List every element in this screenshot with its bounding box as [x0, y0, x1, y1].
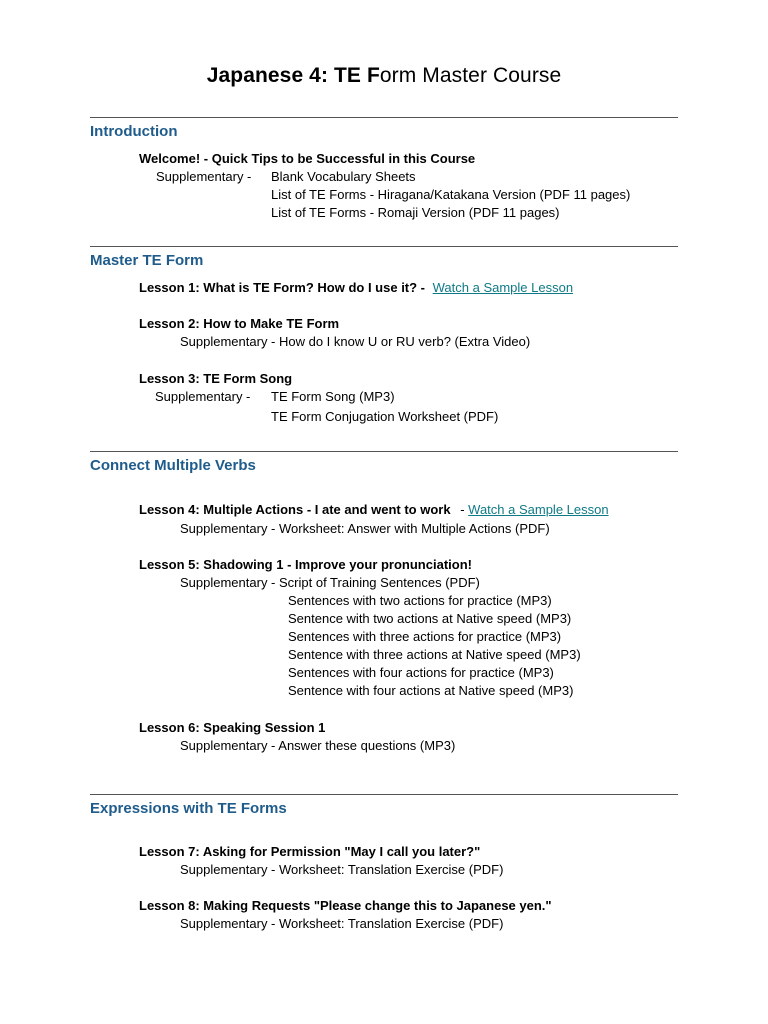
title-part-2: orm Master C: [379, 64, 509, 87]
supplementary-item: List of TE Forms - Romaji Version (PDF 11 pages): [271, 205, 560, 220]
title-part-3: ourse: [508, 64, 562, 87]
welcome-lesson: Welcome! - Quick Tips to be Successful in this Course: [139, 151, 476, 166]
lesson-4-supplementary: Supplementary - Worksheet: Answer with Multiple Actions (PDF): [180, 521, 550, 536]
lesson-6-supplementary: Supplementary - Answer these questions (MP3): [180, 738, 456, 753]
lesson-7-title: Lesson 7: Asking for Permission "May I call you later?": [139, 844, 481, 859]
watch-sample-lesson-link[interactable]: Watch a Sample Lesson: [468, 502, 609, 517]
supplementary-item: Sentence with two actions at Native speed (MP3): [288, 611, 572, 626]
lesson-3-title: Lesson 3: TE Form Song: [139, 371, 293, 386]
section-divider: [90, 117, 678, 118]
watch-sample-lesson-link[interactable]: Watch a Sample Lesson: [432, 280, 574, 295]
lesson-1-row: [139, 280, 573, 296]
lesson-5-supplementary: Supplementary - Script of Training Sentences (PDF): [180, 575, 480, 590]
section-divider: [90, 451, 678, 452]
supplementary-item: Blank Vocabulary Sheets: [271, 169, 416, 184]
section-heading-master-te-form: Master TE Form: [90, 252, 204, 269]
supplementary-item: List of TE Forms - Hiragana/Katakana Version (PDF 11 pages): [271, 187, 631, 202]
lesson-8-supplementary: Supplementary - Worksheet: Translation Exercise (PDF): [180, 916, 504, 931]
supplementary-item: Sentences with four actions for practice (MP3): [288, 665, 554, 680]
supplementary-item: Sentences with two actions for practice (MP3): [288, 593, 552, 608]
lesson-5-title: Lesson 5: Shadowing 1 - Improve your pronunciation!: [139, 557, 472, 572]
supplementary-item: Sentence with four actions at Native speed (MP3): [288, 683, 574, 698]
section-divider: [90, 246, 678, 247]
lesson-7-supplementary: Supplementary - Worksheet: Translation Exercise (PDF): [180, 862, 504, 877]
lesson-2-title: Lesson 2: How to Make TE Form: [139, 316, 340, 331]
lesson-6-title: Lesson 6: Speaking Session 1: [139, 720, 326, 735]
section-heading-connect-multiple-verbs: Connect Multiple Verbs: [90, 457, 256, 474]
supplementary-item: Sentence with three actions at Native speed (MP3): [288, 647, 581, 662]
section-divider: [90, 794, 678, 795]
lesson-2-supplementary: Supplementary - How do I know U or RU verb? (Extra Video): [180, 334, 531, 349]
supplementary-label: Supplementary -: [156, 169, 252, 184]
supplementary-label: Supplementary -: [155, 389, 251, 404]
lesson-1-title: Lesson 1: What is TE Form? How do I use it? -: [139, 280, 426, 295]
supplementary-item: Sentences with three actions for practice (MP3): [288, 629, 562, 644]
lesson-8-title: Lesson 8: Making Requests "Please change this to Japanese yen.": [139, 898, 552, 913]
title-part-1: Japanese 4: TE F: [206, 64, 380, 87]
lesson-4-title: Lesson 4: Multiple Actions - I ate and went to work: [139, 502, 451, 517]
lesson-4-row: [139, 502, 609, 518]
supplementary-item: TE Form Song (MP3): [271, 389, 395, 404]
lesson-4-dash: -: [460, 502, 465, 517]
supplementary-item: TE Form Conjugation Worksheet (PDF): [271, 409, 499, 424]
page-title: [0, 64, 768, 88]
section-heading-introduction: Introduction: [90, 123, 178, 140]
section-heading-expressions: Expressions with TE Forms: [90, 800, 287, 817]
